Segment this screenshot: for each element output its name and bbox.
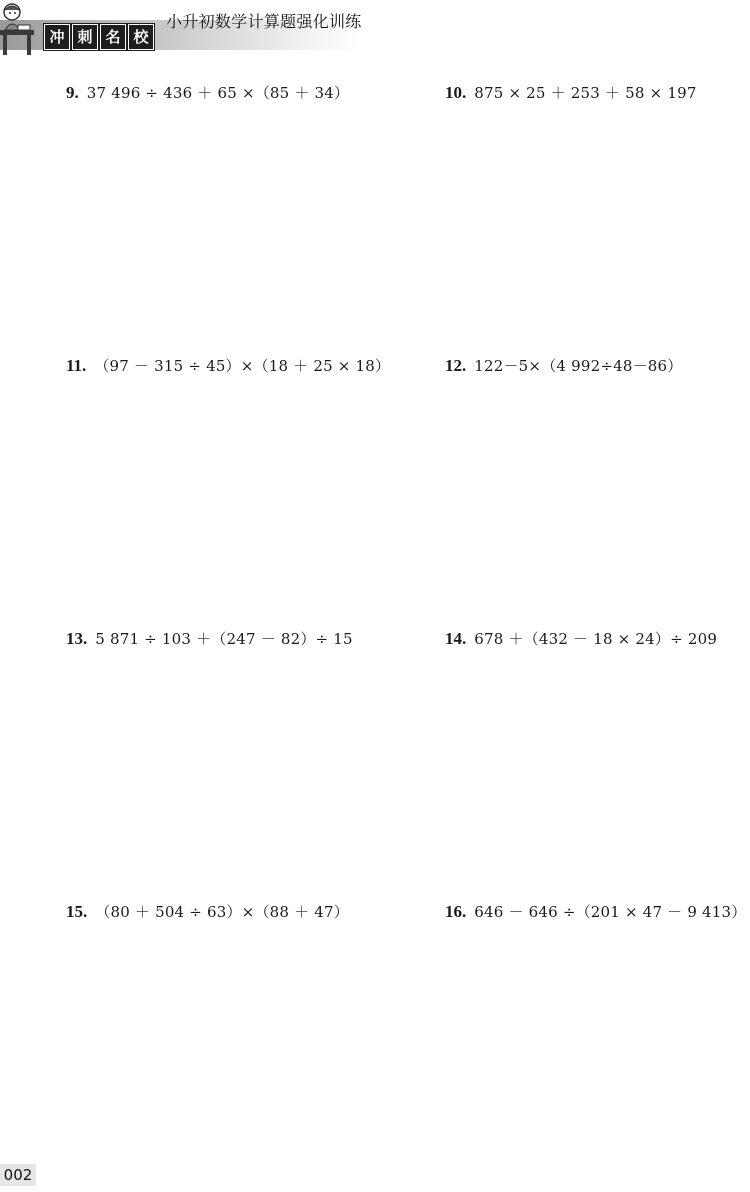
problem-13 xyxy=(66,629,353,649)
problem-11 xyxy=(66,356,390,376)
problem-number: 15. xyxy=(66,902,88,921)
problem-expression: 5 871 ÷ 103 ＋（247 － 82）÷ 15 xyxy=(95,630,353,648)
problem-expression: 122－5×（4 992÷48－86） xyxy=(474,357,683,375)
problem-number: 10. xyxy=(445,83,467,102)
problem-number: 11. xyxy=(66,356,87,375)
problem-expression: 875 × 25 ＋ 253 ＋ 58 × 197 xyxy=(474,84,697,102)
problem-expression: 646 － 646 ÷（201 × 47 － 9 413） xyxy=(474,903,747,921)
problem-expression: （80 ＋ 504 ÷ 63）×（88 ＋ 47） xyxy=(95,903,349,921)
problem-16 xyxy=(445,902,746,922)
problem-number: 12. xyxy=(445,356,467,375)
header-badge: 冲 xyxy=(44,24,70,50)
problem-14 xyxy=(445,629,717,649)
page-number: 002 xyxy=(0,1164,36,1186)
header-badge: 校 xyxy=(128,24,154,50)
problem-expression: （97 － 315 ÷ 45）×（18 ＋ 25 × 18） xyxy=(94,357,391,375)
problem-expression: 678 ＋（432 － 18 × 24）÷ 209 xyxy=(474,630,718,648)
header-badge: 名 xyxy=(100,24,126,50)
problem-number: 14. xyxy=(445,629,467,648)
badge-row xyxy=(44,24,154,50)
problem-number: 16. xyxy=(445,902,467,921)
page-header xyxy=(0,0,370,58)
problem-15 xyxy=(66,902,349,922)
series-title: 小升初数学计算题强化训练 xyxy=(166,12,362,31)
problem-number: 9. xyxy=(66,83,79,102)
mascot-student-at-desk-icon xyxy=(0,0,40,58)
problem-number: 13. xyxy=(66,629,88,648)
header-badge: 刺 xyxy=(72,24,98,50)
problem-12 xyxy=(445,356,682,376)
problem-10 xyxy=(445,83,697,103)
problem-expression: 37 496 ÷ 436 ＋ 65 ×（85 ＋ 34） xyxy=(86,84,350,102)
problem-9 xyxy=(66,83,349,103)
